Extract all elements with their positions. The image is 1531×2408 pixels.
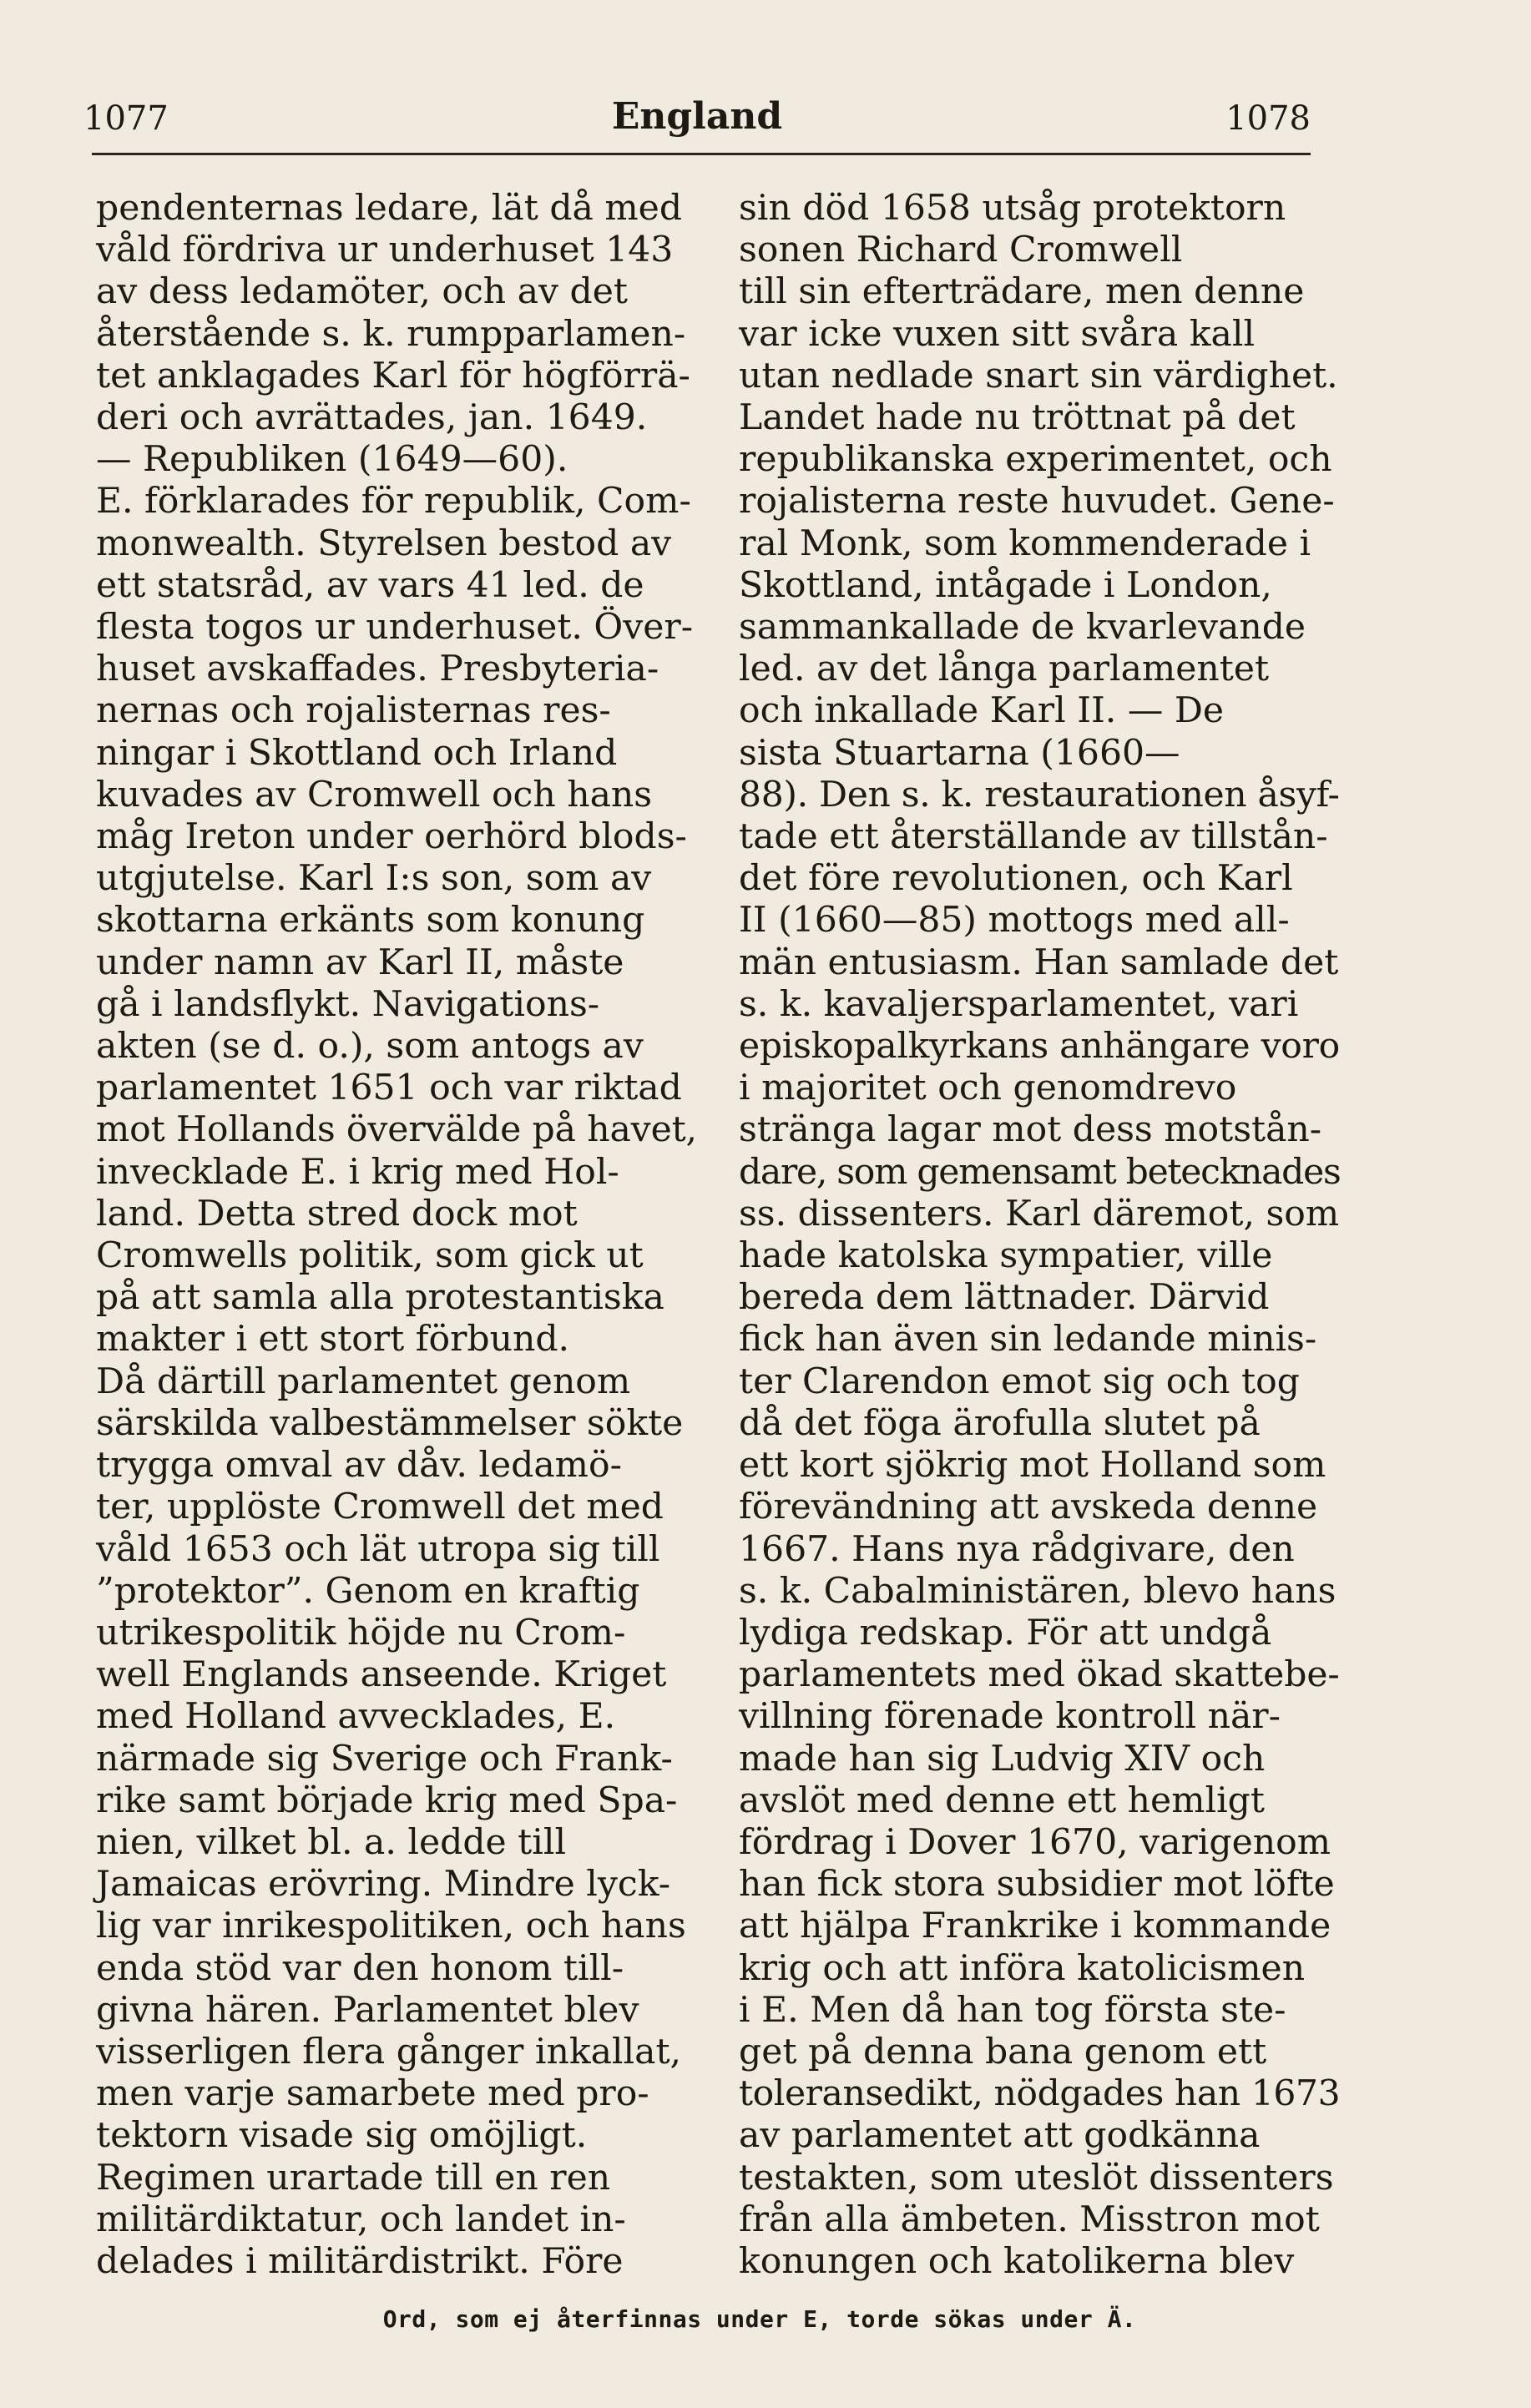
text-line: konungen och katolikerna blev — [739, 2240, 1295, 2282]
text-line: visserligen flera gånger inkallat, — [96, 2031, 682, 2072]
text-line: rojalisterna reste huvudet. Gene- — [739, 481, 1335, 522]
text-line: sin död 1658 utsåg protektorn — [739, 188, 1286, 229]
text-line: utrikespolitik höjde nu Crom- — [96, 1612, 626, 1653]
text-line: särskilda valbestämmelser sökte — [96, 1402, 684, 1444]
text-line: utan nedlade snart sin värdighet. — [739, 355, 1338, 396]
right-column — [739, 188, 1340, 2283]
text-line: lig var inrikespolitiken, och hans — [96, 1906, 686, 1947]
text-line: av dess ledamöter, och av det — [96, 271, 628, 313]
text-line: ter, upplöste Cromwell det med — [96, 1487, 664, 1528]
text-line: närmade sig Sverige och Frank- — [96, 1738, 673, 1779]
header-divider — [92, 153, 1311, 155]
text-line: ett kort sjökrig mot Holland som — [739, 1445, 1326, 1487]
text-line: 1667. Hans nya rådgivare, den — [739, 1528, 1295, 1570]
text-line: var icke vuxen sitt svåra kall — [739, 313, 1256, 355]
right-page-number: 1078 — [1225, 99, 1311, 138]
text-line: militärdiktatur, och landet in- — [96, 2198, 626, 2240]
text-line: ett statsråd, av vars 41 led. de — [96, 564, 644, 606]
text-line: på att samla alla protestantiska — [96, 1277, 664, 1319]
text-line: av parlamentet att godkänna — [739, 2115, 1261, 2157]
text-line: makter i ett stort förbund. — [96, 1319, 570, 1360]
text-line: sonen Richard Cromwell — [739, 230, 1183, 271]
text-line: men varje samarbete med pro- — [96, 2073, 649, 2115]
text-line: det före revolutionen, och Karl — [739, 858, 1293, 900]
text-line: Cromwells politik, som gick ut — [96, 1235, 644, 1277]
text-line: förevändning att avskeda denne — [739, 1487, 1318, 1528]
text-line: lydiga redskap. För att undgå — [739, 1612, 1272, 1653]
text-line: deri och avrättades, jan. 1649. — [96, 397, 648, 439]
text-line: Skottland, intågade i London, — [739, 564, 1272, 606]
text-line: E. förklarades för republik, Com- — [96, 481, 691, 522]
text-line: att hjälpa Frankrike i kommande — [739, 1906, 1331, 1947]
text-line: skottarna erkänts som konung — [96, 900, 645, 941]
text-line: kuvades av Cromwell och hans — [96, 774, 653, 815]
text-line: utgjutelse. Karl I:s son, som av — [96, 858, 652, 900]
text-line: gå i landsflykt. Navigations- — [96, 983, 600, 1025]
text-line: tade ett återställande av tillstån- — [739, 816, 1328, 858]
text-line: parlamentet 1651 och var riktad — [96, 1068, 682, 1109]
text-line: i majoritet och genomdrevo — [739, 1068, 1237, 1109]
text-line: ningar i Skottland och Irland — [96, 732, 618, 774]
text-line: ter Clarendon emot sig och tog — [739, 1360, 1300, 1402]
text-line: sammankallade de kvarlevande — [739, 607, 1306, 649]
text-line: ”protektor”. Genom en kraftig — [96, 1570, 640, 1612]
text-line: led. av det långa parlamentet — [739, 649, 1270, 690]
text-line: — Republiken (1649—60). — [96, 439, 568, 481]
text-line: Då därtill parlamentet genom — [96, 1360, 631, 1402]
text-line: mot Hollands övervälde på havet, — [96, 1109, 697, 1151]
text-line: återstående s. k. rumpparlamen- — [96, 313, 686, 355]
page-header — [83, 92, 1311, 159]
text-line: akten (se d. o.), som antogs av — [96, 1026, 644, 1068]
left-page-number: 1077 — [83, 99, 169, 138]
text-line: Landet hade nu tröttnat på det — [739, 397, 1296, 439]
text-line: dare, som gemensamt betecknades — [739, 1151, 1341, 1193]
text-line: Regimen urartade till en ren — [96, 2157, 611, 2198]
text-line: land. Detta stred dock mot — [96, 1193, 578, 1234]
text-line: tektorn visade sig omöjligt. — [96, 2115, 588, 2157]
text-line: nernas och rojalisternas res- — [96, 690, 611, 732]
text-line: invecklade E. i krig med Hol- — [96, 1151, 619, 1193]
text-line: ral Monk, som kommenderade i — [739, 522, 1311, 564]
text-line: från alla ämbeten. Misstron mot — [739, 2198, 1320, 2240]
text-line: krig och att införa katolicismen — [739, 1947, 1306, 1989]
text-line: män entusiasm. Han samlade det — [739, 941, 1339, 983]
text-line: toleransedikt, nödgades han 1673 — [739, 2073, 1341, 2115]
page-title: England — [611, 95, 783, 138]
text-line: då det föga ärofulla slutet på — [739, 1402, 1261, 1444]
text-line: parlamentets med ökad skattebe- — [739, 1654, 1340, 1696]
text-line: avslöt med denne ett hemligt — [739, 1779, 1265, 1821]
text-line: bereda dem lättnader. Därvid — [739, 1277, 1270, 1319]
text-line: well Englands anseende. Kriget — [96, 1654, 667, 1696]
text-line: måg Ireton under oerhörd blods- — [96, 816, 687, 858]
text-line: monwealth. Styrelsen bestod av — [96, 522, 672, 564]
text-line: stränga lagar mot dess motstån- — [739, 1109, 1322, 1151]
text-line: get på denna bana genom ett — [739, 2031, 1267, 2072]
text-line: våld 1653 och lät utropa sig till — [96, 1528, 660, 1570]
text-line: sista Stuartarna (1660— — [739, 732, 1180, 774]
text-line: nien, vilket bl. a. ledde till — [96, 1821, 567, 1863]
text-line: fördrag i Dover 1670, varigenom — [739, 1821, 1331, 1863]
text-line: våld fördriva ur underhuset 143 — [96, 230, 674, 271]
text-line: hade katolska sympatier, ville — [739, 1235, 1273, 1277]
text-line: testakten, som uteslöt dissenters — [739, 2157, 1334, 2198]
text-line: trygga omval av dåv. ledamö- — [96, 1445, 622, 1487]
text-line: delades i militärdistrikt. Före — [96, 2240, 624, 2282]
text-line: villning förenade kontroll när- — [739, 1696, 1281, 1738]
text-line: i E. Men då han tog första ste- — [739, 1989, 1286, 2031]
text-line: med Holland avvecklades, E. — [96, 1696, 616, 1738]
text-line: och inkallade Karl II. — De — [739, 690, 1225, 732]
text-line: rike samt började krig med Spa- — [96, 1779, 678, 1821]
text-line: Jamaicas erövring. Mindre lyck- — [96, 1864, 671, 1906]
footer-note: Ord, som ej återfinnas under E, torde sökas under Ä. — [382, 2305, 1137, 2333]
text-line: episkopalkyrkans anhängare voro — [739, 1026, 1340, 1068]
text-line: republikanska experimentet, och — [739, 439, 1332, 481]
text-line: II (1660—85) mottogs med all- — [739, 900, 1290, 941]
text-line: han fick stora subsidier mot löfte — [739, 1864, 1335, 1906]
text-line: pendenternas ledare, lät då med — [96, 188, 683, 229]
text-line: flesta togos ur underhuset. Över- — [96, 607, 694, 649]
text-line: fick han även sin ledande minis- — [739, 1319, 1317, 1360]
text-line: s. k. Cabalministären, blevo hans — [739, 1570, 1336, 1612]
text-line: 88). Den s. k. restaurationen åsyf- — [739, 774, 1340, 815]
text-line: made han sig Ludvig XIV och — [739, 1738, 1266, 1779]
text-line: s. k. kavaljersparlamentet, vari — [739, 983, 1299, 1025]
text-line: givna hären. Parlamentet blev — [96, 1989, 639, 2031]
text-line: huset avskaffades. Presbyteria- — [96, 649, 659, 690]
text-line: till sin efterträdare, men denne — [739, 271, 1305, 313]
left-column — [96, 188, 697, 2283]
text-line: enda stöd var den honom till- — [96, 1947, 624, 1989]
text-line: tet anklagades Karl för högförrä- — [96, 355, 690, 396]
text-line: ss. dissenters. Karl däremot, som — [739, 1193, 1340, 1234]
text-line: under namn av Karl II, måste — [96, 941, 624, 983]
